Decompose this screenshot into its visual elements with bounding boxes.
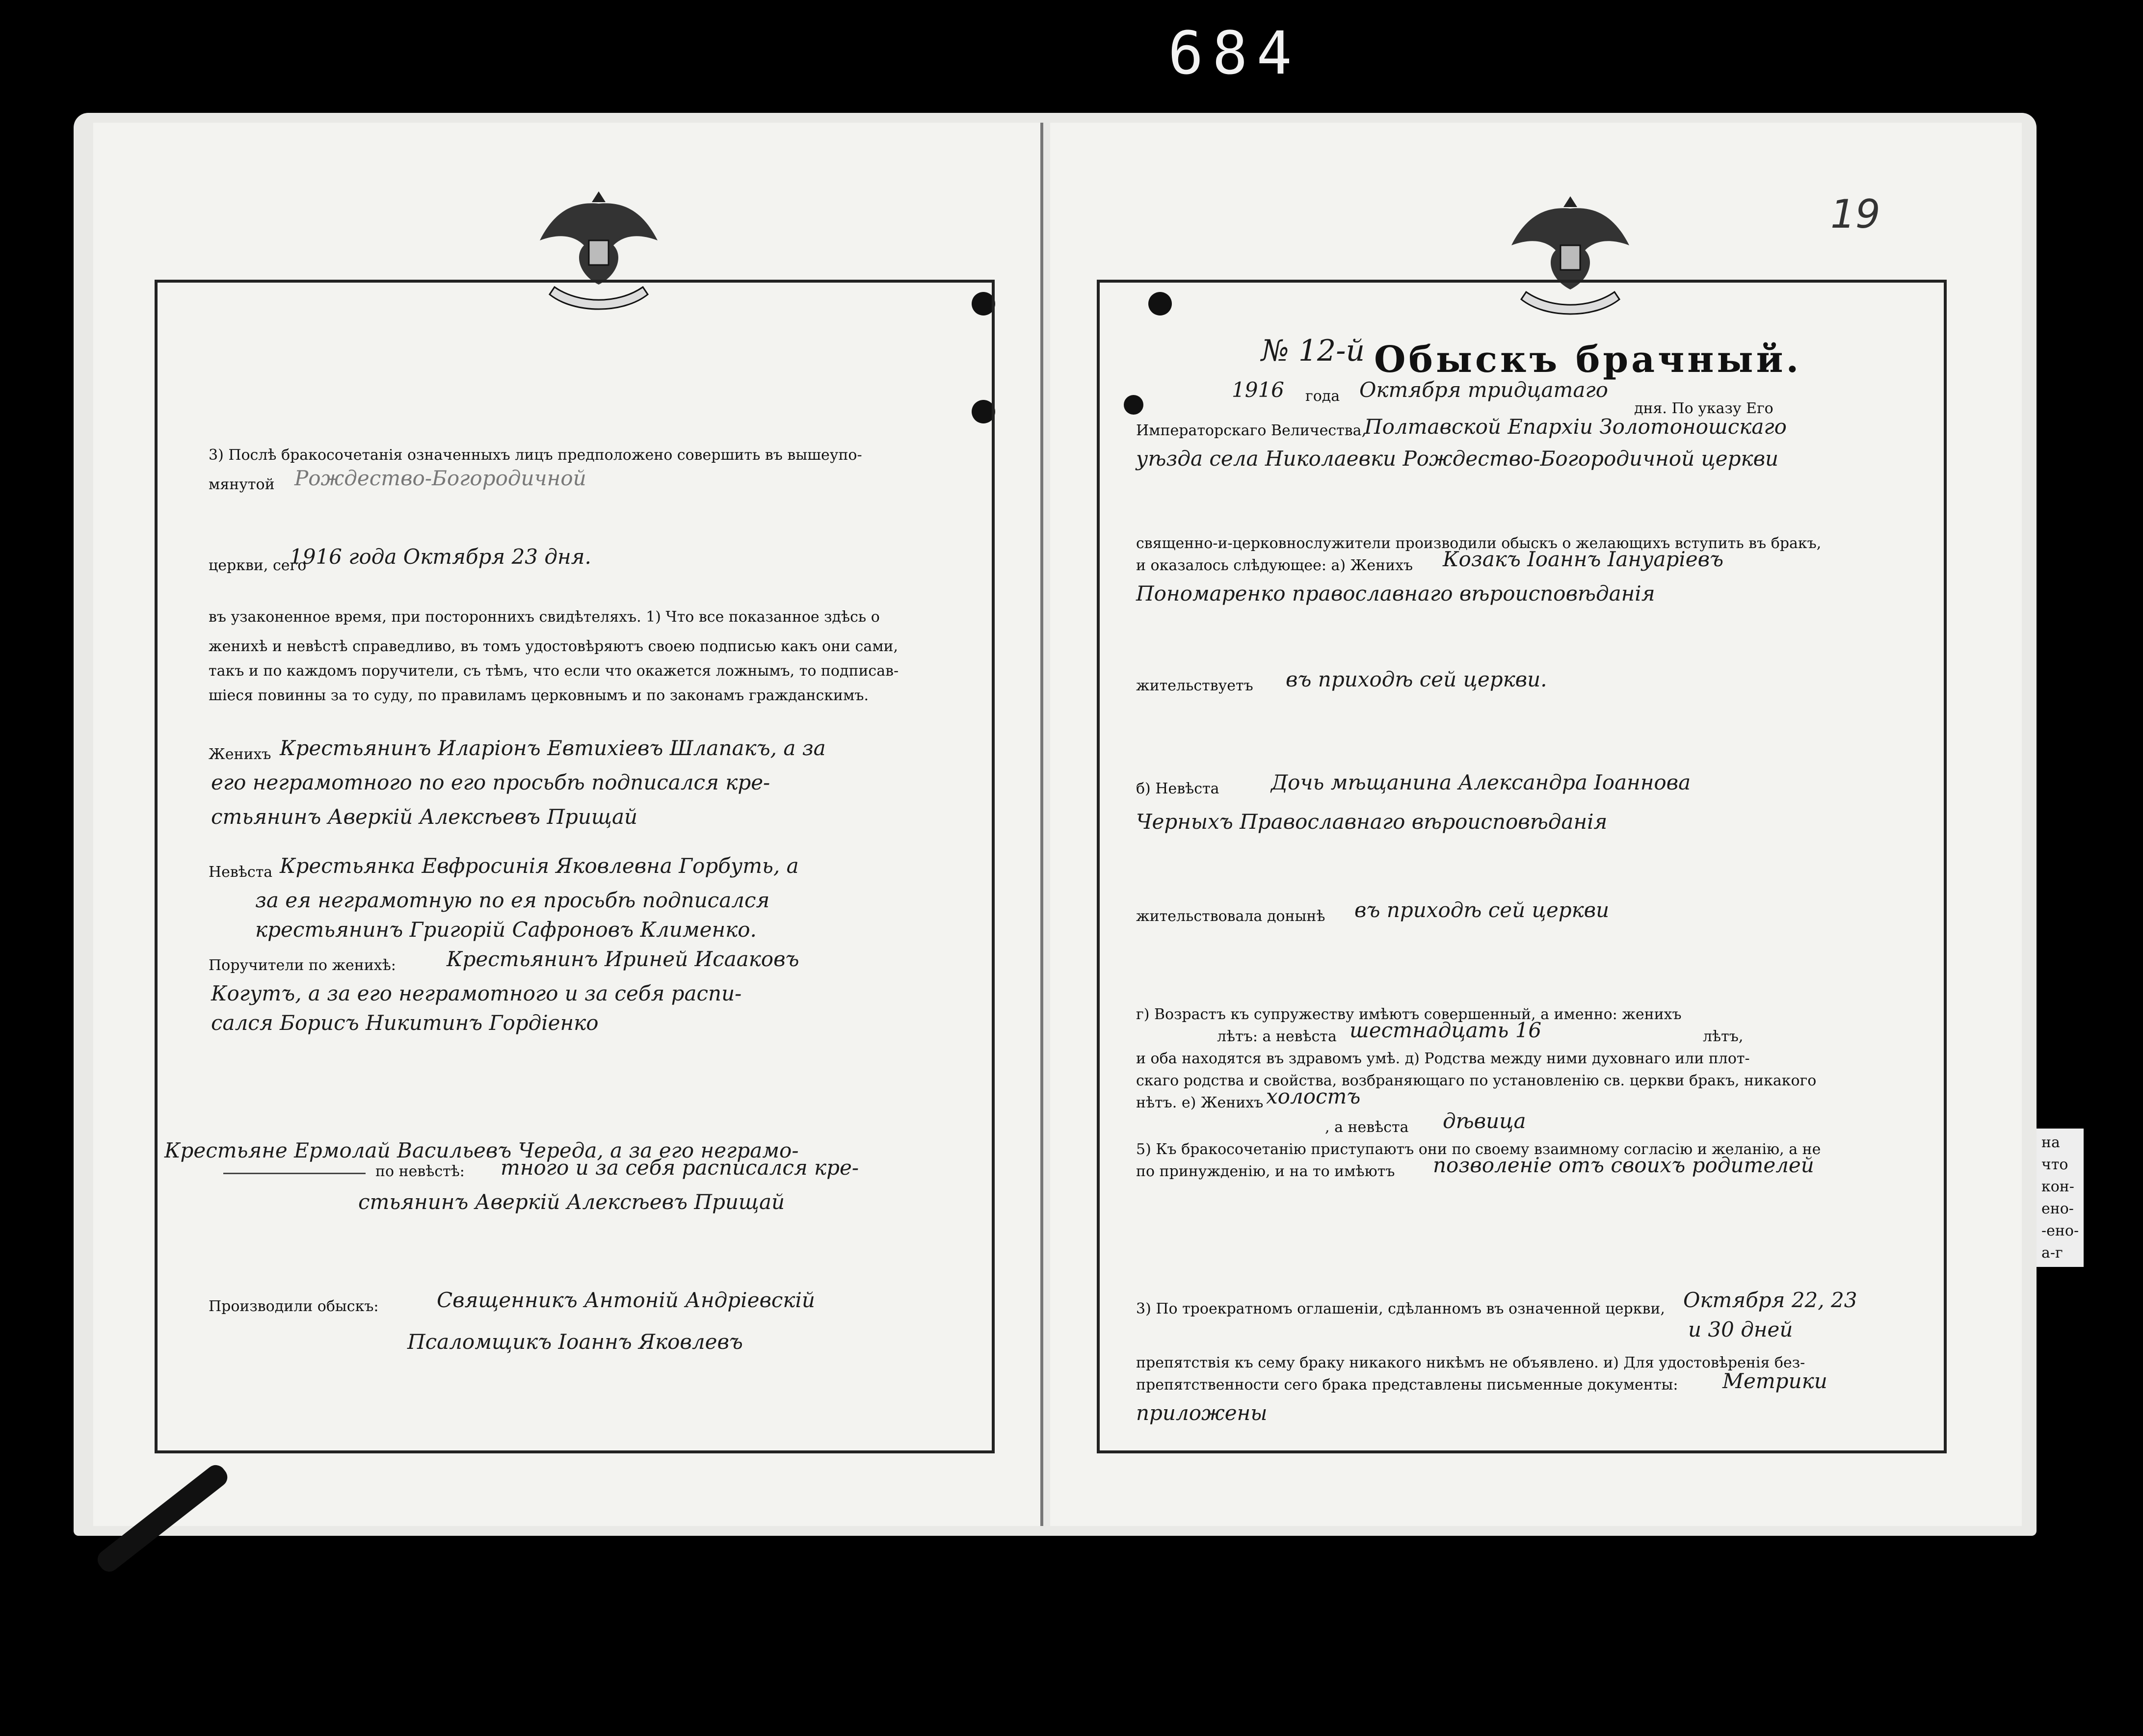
consent-line-2: по принужденію, и на то имѣютъ [1136, 1163, 1395, 1180]
kin-line-2b: , а невѣста [1325, 1119, 1409, 1136]
paragraph-v-line-2: мянутой [209, 476, 275, 493]
obstacle-line-2: препятственности сего брака представлены письменные документы: [1136, 1376, 1678, 1394]
guarantors-groom-hand-1: Крестьянинъ Ириней Исааковъ [447, 947, 799, 971]
residence-hand: въ приходѣ сей церкви. [1286, 667, 1547, 691]
paragraph-v-line-1: 3) Послѣ бракосочетанія означенныхъ лицъ предположено совершить въ вышеупо- [209, 447, 862, 464]
guarantors-groom-hand-3: сался Борисъ Никитинъ Гордіенко [211, 1011, 599, 1035]
bride-residence-hand: въ приходѣ сей церкви [1354, 898, 1610, 922]
guarantors-bride-rule [223, 1173, 366, 1174]
decree-hand-1: Полтавской Епархіи Золотоношскаго [1364, 415, 1787, 439]
right-page [1050, 123, 2022, 1526]
guarantors-groom-hand-2: Когутъ, а за его неграмотного и за себя распи- [211, 981, 742, 1005]
groom-hand-3: стьянинъ Аверкій Алексѣевъ Прищай [211, 805, 638, 829]
statement-line-3: такъ и по каждомъ поручители, съ тѣмъ, что если что окажется ложнымъ, то подписав- [209, 662, 899, 680]
guarantors-bride-hand-2: тного и за себя расписался кре- [501, 1156, 859, 1180]
statement-line-1: въ узаконенное время, при постороннихъ свидѣтеляхъ. 1) Что все показанное здѣсь о [209, 608, 880, 626]
margin-note-line: кон- [2041, 1178, 2074, 1195]
record-number-hand: № 12-й [1261, 334, 1365, 368]
kin-line-1: скаго родства и свойства, возбраняющаго по установленію св. церкви бракъ, никакого [1136, 1072, 1817, 1089]
decree-line-1: дня. По указу Его [1634, 400, 1773, 417]
clergy-line: священно-и-церковнослужители производили обыскъ о желающихъ вступить въ бракъ, [1136, 535, 1822, 552]
docs-hand-1: Метрики [1722, 1369, 1827, 1393]
health-line: и оба находятся въ здравомъ умѣ. д) Родства между ними духовнаго или плот- [1136, 1050, 1750, 1067]
bride-hand-2: Черныхъ Православнаго вѣроисповѣданія [1136, 810, 1608, 834]
year-label: года [1305, 388, 1340, 405]
search-by-hand-1: Священникъ Антоній Андріевскій [437, 1288, 815, 1312]
kin-line-2a: нѣтъ. е) Женихъ [1136, 1094, 1264, 1111]
decree-line-2: Императорскаго Величества, [1136, 422, 1367, 439]
banns-hand-2: и 30 дней [1688, 1317, 1793, 1341]
age-hand: шестнадцать 16 [1349, 1018, 1542, 1042]
margin-note [2037, 1129, 2084, 1267]
groom-hand-1: Козакъ Іоаннъ Іануаріевъ [1443, 547, 1724, 571]
day-hand: Октября тридцатаго [1359, 378, 1608, 402]
margin-note-line: что [2041, 1156, 2068, 1173]
age-line-1: г) Возрастъ къ супружеству имѣютъ совершенный, а именно: женихъ [1136, 1006, 1682, 1023]
age-line-2b: лѣтъ, [1703, 1028, 1744, 1045]
found-line: и оказалось слѣдующее: а) Женихъ [1136, 557, 1413, 574]
record-book [74, 113, 2037, 1536]
statement-line-4: шіеся повинны за то суду, по правиламъ церковнымъ и по законамъ гражданскимъ. [209, 687, 869, 704]
groom-hand-2: Пономаренко православнаго вѣроисповѣданія [1136, 581, 1655, 605]
bride-label: Невѣста [209, 864, 273, 881]
statement-line-2: женихѣ и невѣстѣ справедливо, въ томъ удостовѣряютъ своею подписью какъ они сами, [209, 638, 899, 655]
margin-note-line: а-г [2041, 1244, 2063, 1262]
search-by-hand-2: Псаломщикъ Іоаннъ Яковлевъ [407, 1330, 743, 1354]
bride-hand-1: Крестьянка Евфросинія Яковлевна Горбуть, а [280, 854, 799, 878]
year-hand: 1916 [1232, 378, 1284, 402]
obstacle-line-1: препятствія къ сему браку никакого никѣмъ не объявлено. и) Для удостовѣренія без- [1136, 1354, 1805, 1371]
guarantors-bride-hand-1: Крестьяне Ермолай Васильевъ Череда, а за его неграмо- [164, 1138, 799, 1162]
margin-note-line: ено- [2041, 1200, 2074, 1217]
consent-hand: позволеніе отъ своихъ родителей [1433, 1153, 1814, 1177]
residence-label: жительствуетъ [1136, 677, 1253, 694]
groom-hand-2: его неграмотного по его просьбѣ подписался кре- [211, 770, 770, 794]
margin-note-line: на [2041, 1134, 2060, 1151]
left-page [93, 123, 1043, 1526]
guarantors-bride-hand-3: стьянинъ Аверкій Алексѣевъ Прищай [358, 1190, 785, 1214]
page-number: 19 [1830, 191, 1880, 237]
bride-residence-label: жительствовала донынѣ [1136, 908, 1325, 925]
guarantors-bride-label: по невѣстѣ: [375, 1163, 465, 1180]
age-line-2a: лѣтъ: а невѣста [1217, 1028, 1337, 1045]
bride-label: б) Невѣста [1136, 780, 1219, 797]
bride-hand-1: Дочь мѣщанина Александра Іоаннова [1271, 770, 1691, 794]
guarantors-groom-label: Поручители по женихѣ: [209, 957, 396, 974]
decree-hand-2: уѣзда села Николаевки Рождество-Богородичной церкви [1136, 447, 1779, 471]
search-by-label: Производили обыскъ: [209, 1298, 379, 1315]
wedding-date-hand: 1916 года Октября 23 дня. [290, 545, 591, 569]
banns-line: 3) По троекратномъ оглашеніи, сдѣланномъ въ означенной церкви, [1136, 1300, 1665, 1317]
kin-bride-hand: дѣвица [1443, 1109, 1526, 1133]
docs-hand-2: приложены [1136, 1401, 1268, 1425]
bride-hand-3: крестьянинъ Григорій Сафроновъ Клименко. [255, 918, 757, 942]
consent-line-1: 5) Къ бракосочетанію приступаютъ они по своему взаимному согласію и желанію, а не [1136, 1141, 1821, 1158]
record-title: Обыскъ брачный. [1374, 339, 1802, 381]
church-name-hand: Рождество-Богородичной [294, 466, 586, 490]
banns-hand-1: Октября 22, 23 [1683, 1288, 1857, 1312]
church-line: церкви, сего [209, 557, 307, 574]
bride-hand-2: за ея неграмотную по ея просьбѣ подписался [255, 888, 770, 912]
groom-hand-1: Крестьянинъ Иларіонъ Евтихіевъ Шлапакъ, а за [280, 736, 826, 760]
margin-note-line: -ено- [2041, 1222, 2079, 1239]
archive-number: 684 [1168, 20, 1301, 88]
groom-label: Женихъ [209, 746, 271, 763]
kin-groom-hand: холостъ [1266, 1084, 1361, 1108]
